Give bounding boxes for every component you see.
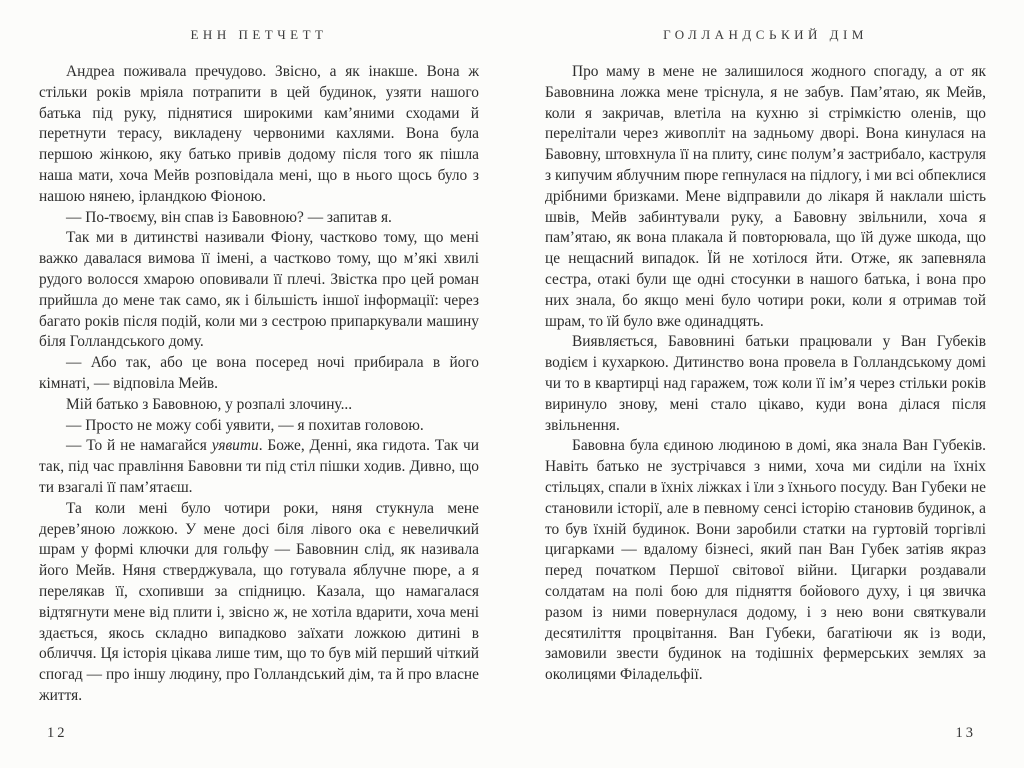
page-text — [545, 62, 986, 686]
paragraph: Виявляється, Бавовнині батьки працювали у Ван Губеків водієм і кухаркою. Дитинство вона провела в Голландському домі чи то в квартирці над гаражем, тож коли її ім’я через стільки років виринуло знову, мені стало цікаво, куди вона ділася після звільнення. — [545, 333, 986, 434]
paragraph: — То й не намагайся уявити. Боже, Денні, яка гидота. Так чи так, під час правління Бавовни ти під стіл пішки ходив. Дивно, що ти взагалі її пам’ятаєш. — [39, 437, 479, 496]
book-page-right — [545, 0, 986, 768]
paragraph: — Просто не можу собі уявити, — я похитав головою. — [66, 416, 424, 434]
paragraph: Мій батько з Бавовною, у розпалі злочину... — [66, 395, 353, 413]
paragraph: Про маму в мене не залишилося жодного спогаду, а от як Бавовнина ложка мене тріснула, я не забув. Пам’ятаю, як Мейв, коли я закричав, влетіла на кухню зі стрімкістю оленів, що перелітали через живопліт на задньому дворі. Вона кинулася на Бавовну, штовхнула її на плиту, синє полум’я застрибало, каструля з кипучим яблучним пюре гепнулася на підлогу, і ми всі обпеклися дрібними бризками. Мене відправили до лікаря й наклали шість швів, Мейв забинтували руку, а Бавовну звільнили, хоча я пам’ятаю, як вона плакала й повторювала, що їй дуже шкода, що це нещасний випадок. Їй не хотілося йти. Отже, як запевняла сестра, отакі були ще одні стосунки в нашого батька, і вона про них знала, бо якщо мені було чотири роки, коли я отримав той шрам, то їй було вже одинадцять. — [545, 63, 986, 330]
running-header-title: ГОЛЛАНДСЬКИЙ ДІМ — [663, 27, 868, 42]
paragraph: — По-твоєму, він спав із Бавовною? — запитав я. — [66, 208, 392, 226]
running-header-author: ЕНН ПЕТЧЕТТ — [190, 27, 328, 42]
page-number: 12 — [47, 725, 68, 741]
paragraph: Андреа поживала пречудово. Звісно, а як інакше. Вона ж стільки років мріяла потрапити в цей будинок, узяти нашого батька під руку, піднятися широкими кам’яними сходами й перетнути терасу, викладену червоними кахлями. Вона була першою жінкою, яку батько привів додому після того як пішла наша мати, хоча Мейв розповідала мені, що в нього щось було з нашою нянею, ірландкою Фіоною. — [39, 63, 479, 205]
paragraph: Так ми в дитинстві називали Фіону, частково тому, що мені важко давалася вимова її імені, а частково тому, що м’які хвилі рудого волосся хмарою оповивали її плечі. Звістка про цей роман прийшла до мене так само, як і більшість іншої інформації: через багато років після подій, коли ми з сестрою припаркували машину біля Голландського дому. — [39, 229, 479, 351]
paragraph: — Або так, або це вона посеред ночі прибирала в його кімнаті, — відповіла Мейв. — [39, 354, 479, 392]
book-page-left — [39, 0, 479, 768]
paragraph: Бавовна була єдиною людиною в домі, яка знала Ван Губеків. Навіть батько не зустрічався з ними, хоча ми сиділи на їхніх стільцях, спали в їхніх ліжках і їли з їхнього посуду. Ван Губеки не становили історії, але в певному сенсі історію становив будинок, а то був їхній будинок. Вони заробили статки на гуртовій торгівлі цигарками — вдалому бізнесі, який пан Ван Губек затіяв якраз перед початком Першої світової війни. Цигарки роздавали солдатам на полі бою для підняття бойового духу, і ця звичка разом із ними повернулася додому, і з нею вони святкували десятиліття процвітання. Ван Губеки, багатіючи як із води, замовили звести будинок на тодішніх фермерських землях за околицями Філадельфії. — [545, 437, 986, 684]
paragraph: Та коли мені було чотири роки, няня стукнула мене дерев’яною ложкою. У мене досі біля лівого ока є невеличкий шрам у формі ключки для гольфу — Бавовнин слід, як називала його Мейв. Няня стверджувала, що готувала яблучне пюре, а я перелякав її, схопивши за спідницю. Казала, що намагалася відтягнути мене від плити і, звісно ж, не хотіла вдарити, хоча мені здається, якось складно випадково заїхати ложкою дитині в обличчя. Ця історія цікава лише тим, що то був мій перший чіткий спогад — про іншу людину, про Голландський дім, та й про власне життя. — [39, 499, 479, 704]
page-text — [39, 62, 479, 707]
page-number: 13 — [955, 725, 976, 741]
